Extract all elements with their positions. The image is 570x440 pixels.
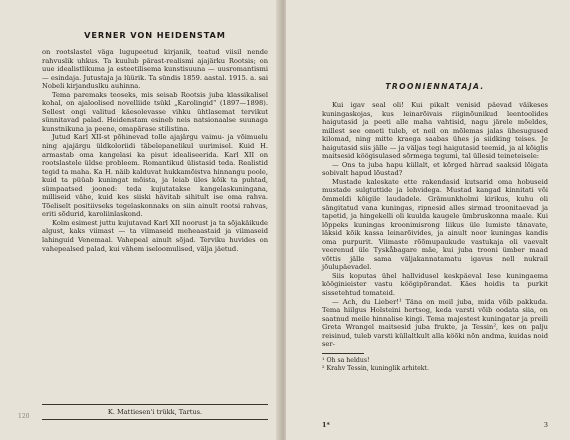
right-paragraph: — Ons ta juba hapu küllalt, et kõrged härrad saaksid lõigata sobivalt hapud lõustad? — [322, 160, 548, 178]
right-paragraph: — Ach, du Lieber!¹ Täna on meil juba, mida võib pakkuda. Tema hiilgus Holsteini hertsog, keda varsti võib oodata siia, on saatnud meile hinnalise kingi. Tema majestest kuningatar ja preili Greta Wrangel maitsesid juba frukte, ja Tessin², kes on palju reisinud, tuleb varsti küllaltkult alla köõki nõn andma, kuidas noid ser- — [322, 297, 548, 349]
footnote-1: ¹ Oh sa heldus! — [322, 356, 370, 364]
right-paragraph: Siis koputas ühel hallvidusel keskpäeval Iese kuningaema kööginieister vastu köögipõrandat. Käes hoidis ta purkit sissetehtud tomateid. — [322, 271, 548, 298]
right-page — [286, 0, 570, 440]
footnote-2: ² Krahv Tessin, kuninglik arhitekt. — [322, 364, 429, 372]
right-paragraph: Kui igav seal oli! Kui pikalt venisid päevad väikeses kuningaskojas, kus leinarõivais riiginõunikud leentoolides haigutasid ja peeti alle maha vahtisid, nagu järele mõeldes, millest see ometi tuleb, et neil on mõlemas jalas ühesugused kilomad, ning mitte kraega saabas ühes ja siidking teises. Je haigutasid siis jälle — ja väljas tegi haigutasid teemid, ja al kõiglis maitsesid köögisulased sõrmega tegumi, tal üllesid teineteisele: — [322, 101, 548, 161]
left-paragraph: on rootslastel väga lugupeetud kirjanik, teatud viisil nende rahvuslik uhkus. Ta kuulub pärast-realismi ajajärku Rootsis; on uue idealistlikuma ja esteetilisema kunstisuuna — uusromantismi — esindaja. Jutustaja ja lüürik. Ta sündis 1859. aastal. 1915. a. sai Nobeli kirjanduslku auhinna. — [42, 48, 268, 91]
marginal-number: 120 — [18, 413, 30, 420]
left-body-text — [42, 48, 268, 253]
story-title: TROONIENNATAJA. — [385, 82, 485, 91]
right-body-text — [322, 101, 548, 349]
printer-imprint: K. Mattiesen'i trükk, Tartus. — [42, 404, 268, 420]
left-paragraph: Tema paremaks teoseks, mis seisab Rootsis juba klassikalisel kohal, on ajaloolised novelliide tsükl „Karolingid“ (1897—1898). Sellest ongi valitud käesolevasse vihku ühtlasemat tervikut sünnitavad palad. Heidenstam esineb neis natsionaalse suunaga kunstnikuna ja peene, omapärase stilistina. — [42, 90, 268, 133]
right-paragraph: Mustade kaleskate ette rakendasid kutsarid oma hobuseid mustade sulgtuttide ja lehvidega. Mustad kangad kinnitati või õmmeldi kõigile laudadele. Grämunkholmi kirikus, kuhu oli sängitatud vana kuningas, ripnesid alles sirmad troonitaevad ja tapetid, ja hingekelli oli kuulda kaugele ümbruskonna maale. Kui lõppeks kuningas kroonimisrong liikus üle lumiste tänavate, läksid kõik kassa leinarõivides, ja ainult noor kuningas kandis oma purpurit. Viimaste rõõmupaukude vastukaja oli vaevalt veerenud üle Tyskåbagare mäe, kui juba trooni ümber maad võttis jälle sama väljakannatamatu igavus nell nukrail jõulupäevadel. — [322, 177, 548, 272]
footnote-divider — [322, 353, 364, 354]
page-number: 3 — [543, 421, 548, 429]
author-title: VERNER VON HEIDENSTAM — [84, 30, 226, 40]
left-paragraph: Kolm esimest juttu kujutavad Karl XII noorust ja ta sõjakäikude algust, kaks viimast — ta viimaseid meheaastaid ja viimaseid lahinguid Venemaal. Vahepeal ainult sõjad. Terviku huvides on vahepealsed palad, kui vähem iseloomulised, välja jäetud. — [42, 218, 268, 253]
signature-mark: 1* — [322, 421, 330, 429]
left-page — [0, 0, 282, 440]
left-paragraph: Jutud Karl XII-st põhinevad tolle ajajärgu vaimu- ja võimuelu ning ajajärgu üldkoloriidi täbelepanelikul uurimisel. Kuid H. armastab oma kangelasi ka pisut idealiseerida. Karl XII on rootslastele üldse probleem. Romantikud ülistasid teda. Realistid tegid ta maha. Ka H. näib kalduvat hukkamõistva hinnangu poole, kuid ta püüab kuningat mõista, ja leiab üles kõik ta puhtad, sümpaatsed jooned: teda kujutatakse kangelaskuningana, milliseid vähe, kuid kes siiski hävitab sihitult ise oma rahva. Tõeliselt positiivseks tegelaskonnaks on siin ainult rootsi rahvas, eriti sõdurid, karoliinlaskond. — [42, 133, 268, 219]
